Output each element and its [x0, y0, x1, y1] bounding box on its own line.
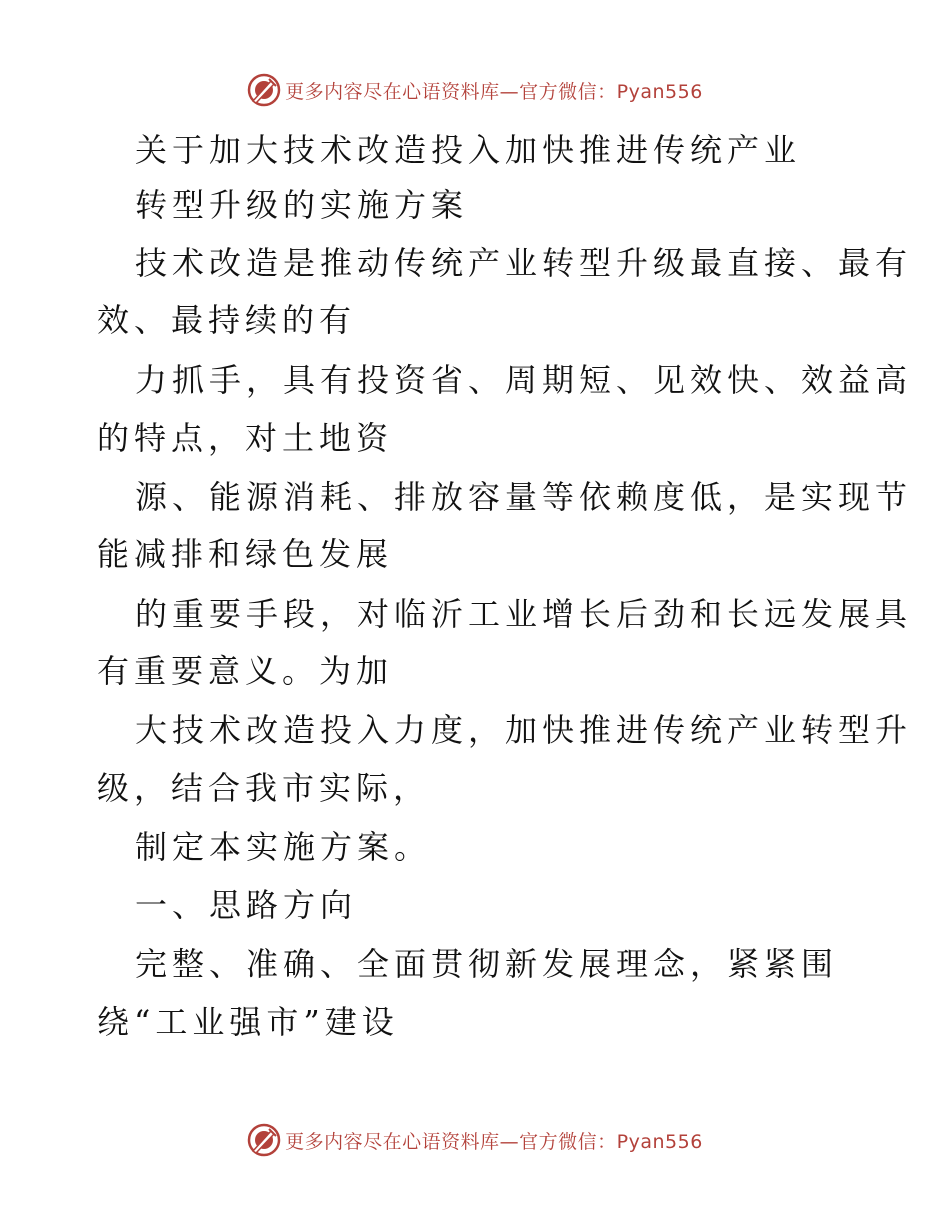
title-line-2: 转型升级的实施方案 — [135, 186, 469, 224]
paragraph-line: 制定本实施方案。 — [135, 828, 432, 866]
paragraph-line: 力抓手，具有投资省、周期短、见效快、效益高 — [135, 361, 913, 399]
watermark-text: 更多内容尽在心语资料库—官方微信：Pyan556 — [285, 1130, 703, 1153]
section-heading: 一、思路方向 — [135, 886, 358, 924]
paragraph-line: 效、最持续的有 — [97, 301, 357, 339]
paragraph-line: 完整、准确、全面贯彻新发展理念，紧紧围 — [135, 945, 839, 983]
footer-watermark — [0, 1120, 950, 1160]
paragraph-line: 的特点，对土地资 — [97, 419, 394, 457]
paragraph-line: 能减排和绿色发展 — [97, 535, 394, 573]
header-watermark — [0, 70, 950, 110]
paragraph-line: 源、能源消耗、排放容量等依赖度低，是实现节 — [135, 478, 913, 516]
paragraph-line: 技术改造是推动传统产业转型升级最直接、最有 — [135, 244, 913, 282]
paragraph-line: 有重要意义。为加 — [97, 652, 394, 690]
paragraph-line: 大技术改造投入力度，加快推进传统产业转型升 — [135, 711, 913, 749]
paragraph-line: 绕“工业强市”建设 — [97, 1003, 399, 1041]
paragraph-line: 级，结合我市实际， — [97, 769, 431, 807]
quill-logo-icon — [247, 1123, 281, 1157]
quill-logo-icon — [247, 73, 281, 107]
paragraph-line: 的重要手段，对临沂工业增长后劲和长远发展具 — [135, 595, 913, 633]
watermark-text: 更多内容尽在心语资料库—官方微信：Pyan556 — [285, 80, 703, 103]
title-line-1: 关于加大技术改造投入加快推进传统产业 — [135, 131, 802, 169]
